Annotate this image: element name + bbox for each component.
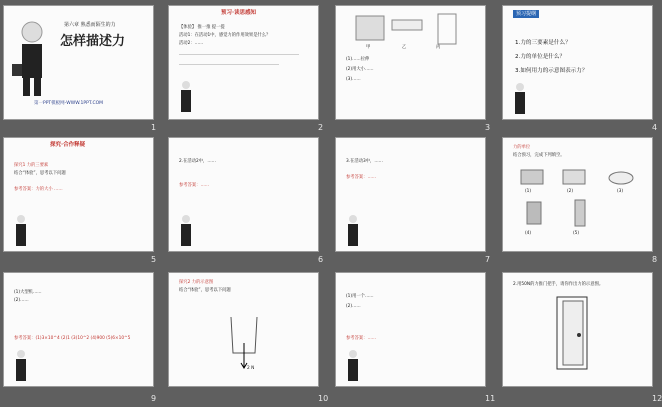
divider — [179, 64, 279, 65]
text-line: 参考答案：…… — [346, 336, 377, 341]
text-line: 3.在活动3中，…… — [346, 159, 383, 164]
slide-number: 4 — [652, 123, 658, 132]
slide-number: 5 — [151, 255, 157, 264]
divider — [179, 54, 299, 55]
businessman-figure — [14, 20, 50, 98]
slide-number: 11 — [485, 394, 496, 403]
businessman-icon — [12, 214, 30, 248]
slide-12[interactable] — [503, 273, 652, 386]
slide-number: 6 — [318, 255, 324, 264]
text-line: 参考答案：(1)3×10^4 (2)1 (3)10^2 (4)900 (5)6×10^5 — [14, 336, 131, 341]
businessman-icon — [12, 349, 30, 383]
figure-label: 丙 — [436, 45, 441, 50]
slide-number: 8 — [652, 255, 658, 264]
businessman-icon — [177, 214, 195, 248]
slide-9[interactable] — [4, 273, 153, 386]
text-line: 活动1：在活动1中，感觉力的作用效果是什么？ — [179, 33, 271, 38]
slide-number: 9 — [151, 394, 157, 403]
force-examples-figure — [517, 166, 643, 238]
list-item: 2.力的单位是什么？ — [515, 54, 566, 60]
cup-force-diagram — [225, 313, 265, 373]
slide-10[interactable] — [169, 273, 318, 386]
businessman-icon — [511, 82, 529, 116]
figure-label: (3) — [617, 189, 624, 194]
figure-label: (2) — [567, 189, 574, 194]
slide-number: 3 — [485, 123, 491, 132]
text-line: (1)……拉伸 — [346, 57, 370, 62]
text-line: 2.在活动2中，…… — [179, 159, 216, 164]
text-line: 【体验】 推一推 提一提 — [179, 25, 225, 30]
door-diagram — [553, 293, 593, 373]
slide-number: 1 — [151, 123, 157, 132]
slide-4[interactable] — [503, 6, 652, 119]
text-line: 参考答案：…… — [179, 183, 210, 188]
section-banner: 探究·合作释疑 — [50, 142, 86, 148]
slide-8[interactable] — [503, 138, 652, 251]
slide-11[interactable] — [336, 273, 485, 386]
text-line: (3)…… — [346, 77, 361, 82]
slide-number: 12 — [652, 394, 662, 403]
list-item: 1.力的三要素是什么？ — [515, 40, 571, 46]
section-banner: 预习提纲 — [513, 10, 539, 18]
figure-label: 甲 — [366, 45, 371, 50]
text-line: (1)用一个…… — [346, 294, 374, 299]
slide-title: 怎样描述力 — [60, 34, 126, 49]
section-banner: 预习·读思感知 — [221, 10, 257, 16]
text-line: 探究1 力的三要素 — [14, 163, 49, 168]
figure-label: (5) — [573, 231, 580, 236]
force-label: 2 N — [247, 366, 255, 371]
text-line: 活动2：…… — [179, 41, 204, 46]
businessman-icon — [344, 214, 362, 248]
slide-1[interactable] — [4, 6, 153, 119]
text-line: (2)用大小…… — [346, 67, 374, 72]
text-line: 参考答案：力的大小 …… — [14, 187, 63, 192]
slide-number: 10 — [318, 394, 329, 403]
slide-number: 7 — [485, 255, 491, 264]
chapter-title: 第六章 熟悉而陌生的力 — [64, 22, 116, 28]
text-line: 结合“体验”，思考以下问题 — [179, 288, 231, 293]
figure-label: 乙 — [402, 45, 407, 50]
text-line: 2.用50N的力推门把手，请你作出力的示意图。 — [513, 282, 604, 287]
slide-number: 2 — [318, 123, 324, 132]
slide-5[interactable] — [4, 138, 153, 251]
text-line: 力的单位 — [513, 145, 531, 150]
text-line: (2)…… — [346, 304, 361, 309]
text-line: (1)大型机…… — [14, 290, 42, 295]
text-line: 结合预习，完成下列填空。 — [513, 153, 565, 158]
businessman-icon — [177, 80, 195, 114]
slide-2[interactable] — [169, 6, 318, 119]
slide-6[interactable] — [169, 138, 318, 251]
slide-7[interactable] — [336, 138, 485, 251]
businessman-icon — [344, 349, 362, 383]
figure-label: (4) — [525, 231, 532, 236]
figure-label: (1) — [525, 189, 532, 194]
list-item: 3.如何用力的示意图表示力？ — [515, 68, 588, 74]
slide-3[interactable] — [336, 6, 485, 119]
experiment-figure — [354, 12, 464, 48]
text-line: 参考答案：…… — [346, 175, 377, 180]
site-url[interactable]: 第一PPT模板网-WWW.1PPT.COM — [34, 101, 104, 106]
text-line: (2)…… — [14, 298, 29, 303]
text-line: 结合“体验”，思考以下问题 — [14, 171, 66, 176]
text-line: 探究2 力的示意图 — [179, 280, 214, 285]
